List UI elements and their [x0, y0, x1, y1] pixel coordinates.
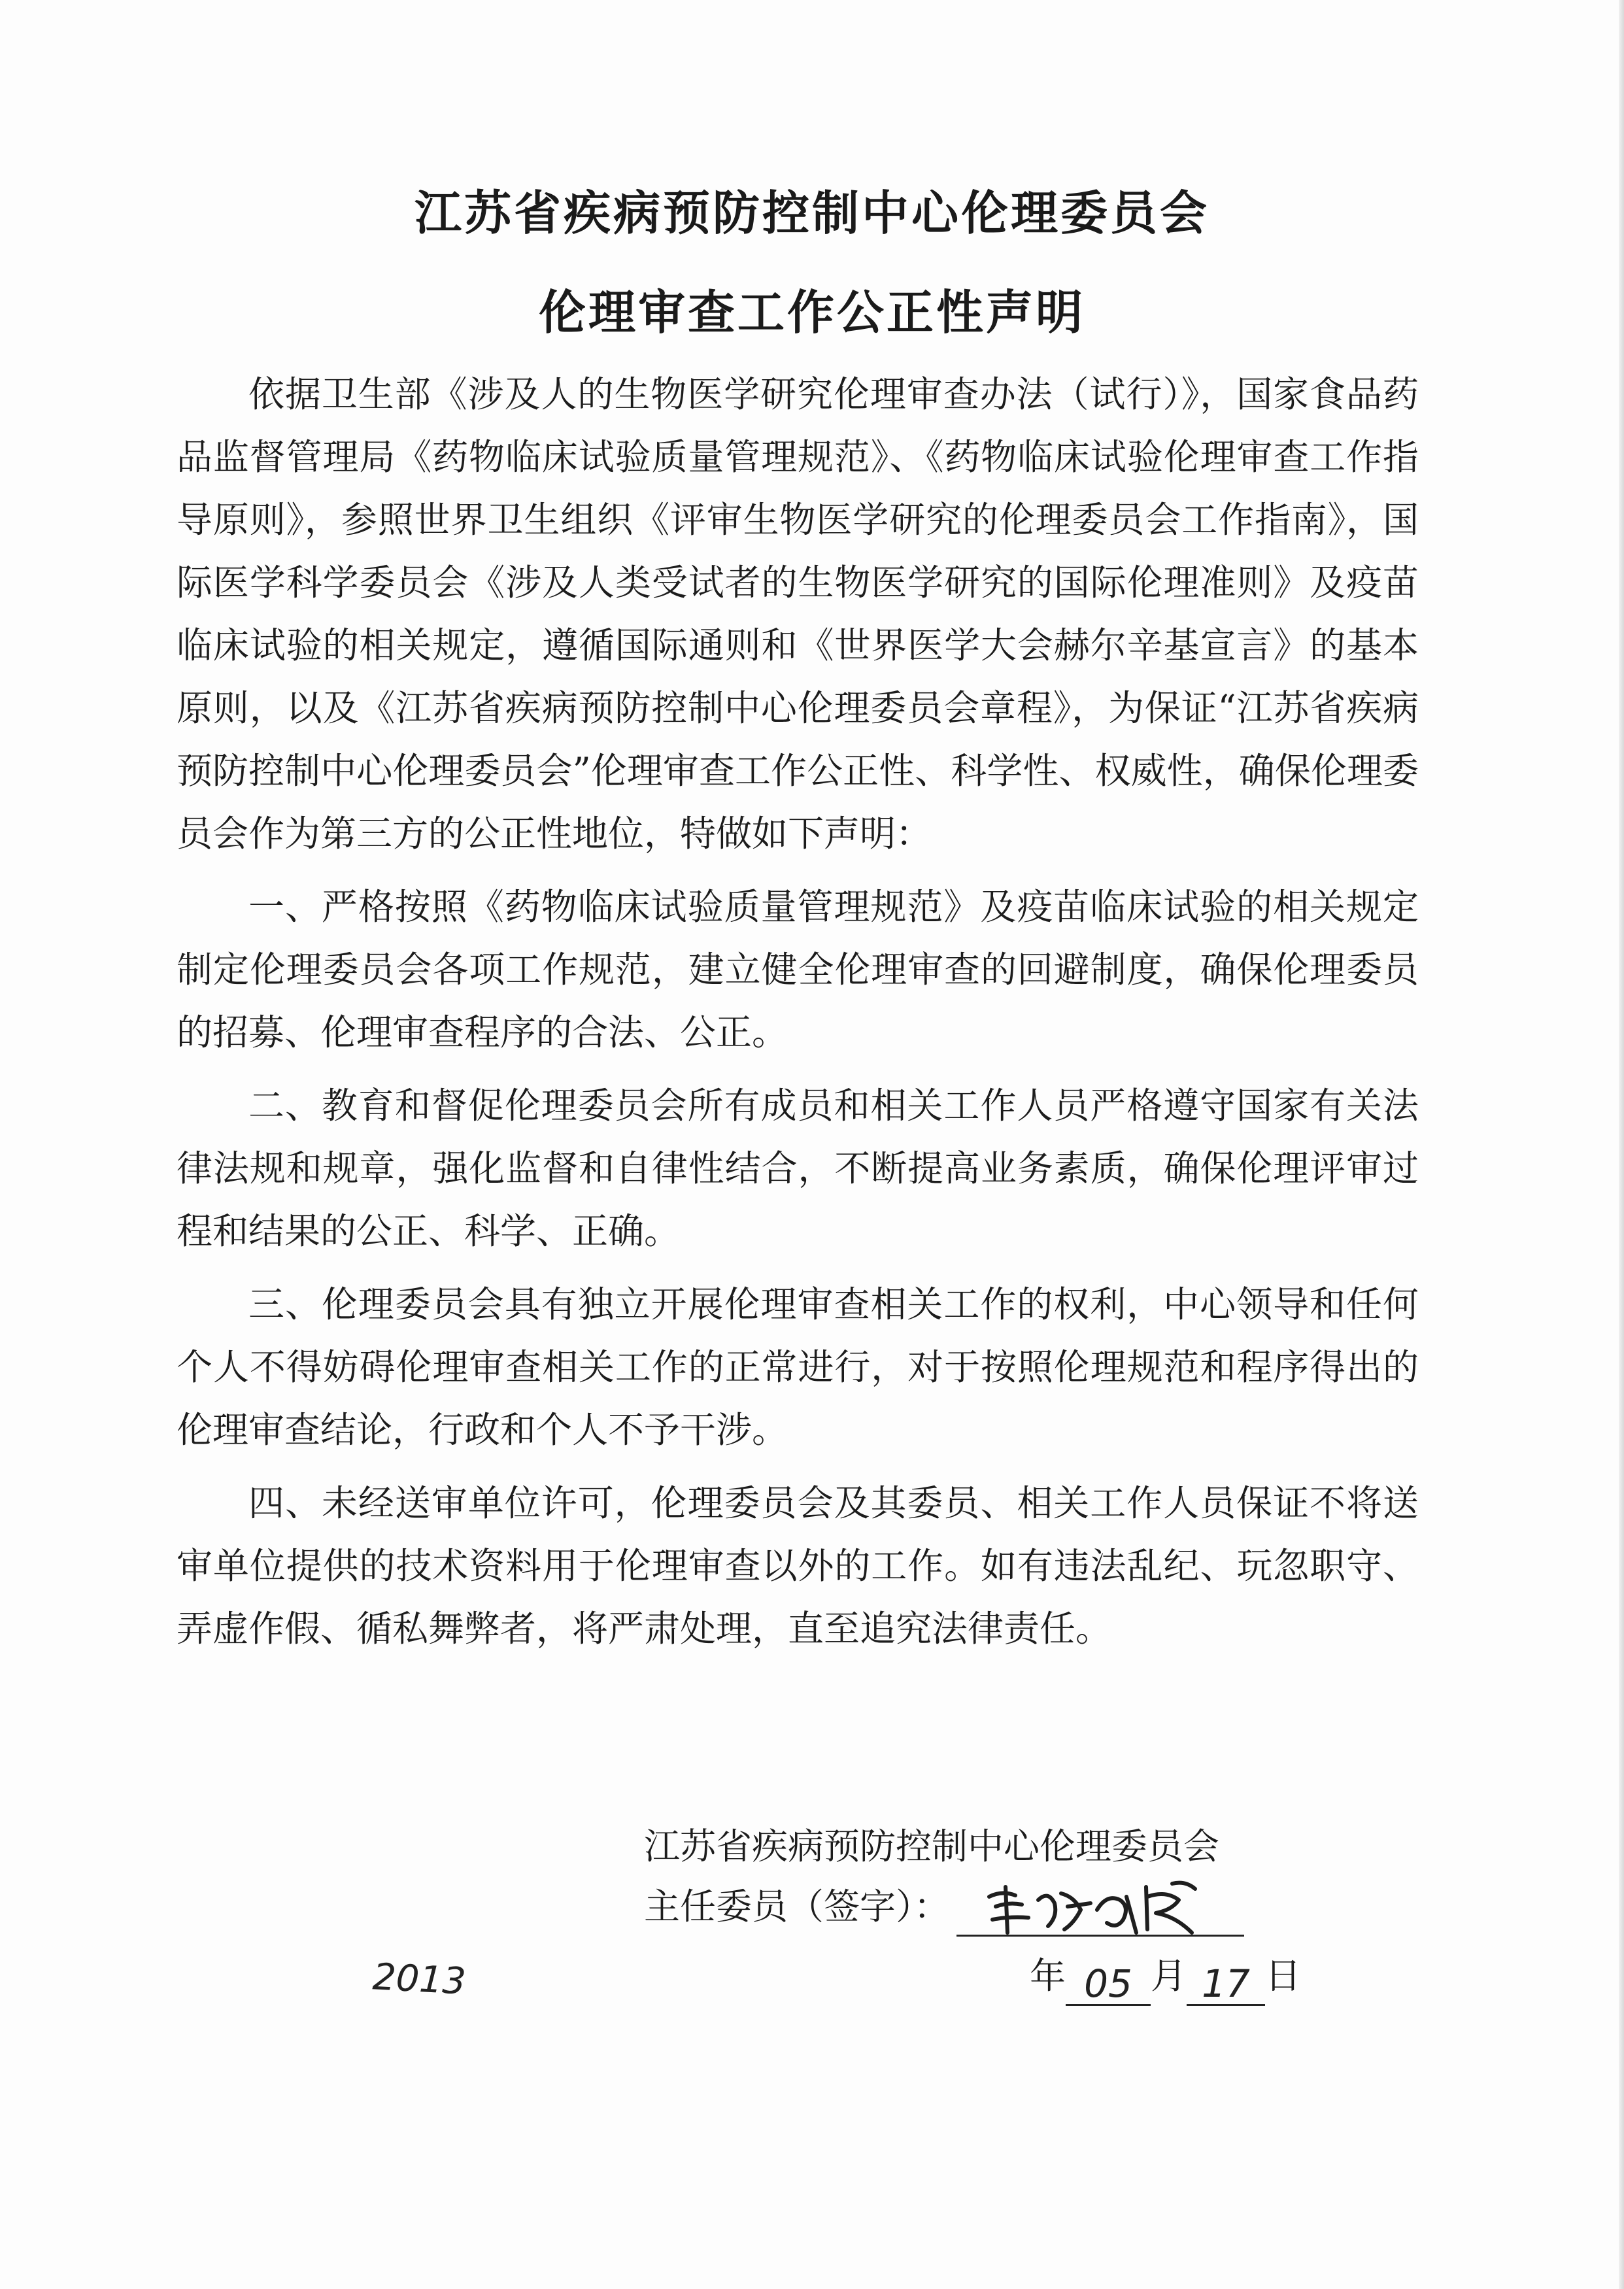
year-unit: 年	[1030, 1955, 1066, 1997]
date-row	[371, 1946, 1302, 2006]
clause-4: 四、未经送审单位许可，伦理委员会及其委员、相关工作人员保证不将送审单位提供的技术资料用于伦理审查以外的工作。如有违法乱纪、玩忽职守、弄虚作假、循私舞弊者，将严肃处理，直至追究法律责任。	[177, 1482, 1419, 1650]
clause-3: 三、伦理委员会具有独立开展伦理审查相关工作的权利，中心领导和任何个人不得妨碍伦理审查相关工作的正常进行，对于按照伦理规范和程序得出的伦理审查结论，行政和个人不予干涉。	[177, 1283, 1419, 1451]
handwritten-day: 17	[1202, 1961, 1250, 2006]
scan-edge	[1619, 0, 1624, 2289]
month-unit: 月	[1151, 1955, 1187, 1997]
clause-2: 二、教育和督促伦理委员会所有成员和相关工作人员严格遵守国家有关法律法规和规章，强化监督和自律性结合，不断提高业务素质，确保伦理评审过程和结果的公正、科学、正确。	[177, 1085, 1419, 1252]
signer-row	[644, 1876, 1298, 1937]
document-subtitle: 伦理审查工作公正性声明	[538, 285, 1085, 340]
signature-line	[956, 1895, 1244, 1937]
signer-label: 主任委员（签字）：	[644, 1886, 950, 1927]
document-title: 江苏省疾病预防控制中心伦理委员会	[414, 186, 1210, 241]
handwritten-signature	[976, 1871, 1225, 1942]
month-slot	[1066, 1963, 1151, 2006]
handwritten-year: 2013	[371, 1956, 467, 2003]
intro-paragraph: 依据卫生部《涉及人的生物医学研究伦理审查办法（试行）》，国家食品药品监督管理局《药物临床试验质量管理规范》、《药物临床试验伦理审查工作指导原则》，参照世界卫生组织《评审生物医学研究的伦理委员会工作指南》，国际医学科学委员会《涉及人类受试者的生物医学研究的国际伦理准则》及疫苗临床试验的相关规定，遵循国际通则和《世界医学大会赫尔辛基宣言》的基本原则，以及《江苏省疾病预防控制中心伦理委员会章程》，为保证“江苏省疾病预防控制中心伦理委员会”伦理审查工作公正性、科学性、权威性，确保伦理委员会作为第三方的公正性地位，特做如下声明：	[177, 373, 1419, 855]
signature-block	[371, 1816, 1302, 2006]
statement-body	[177, 363, 1419, 1670]
day-unit: 日	[1265, 1955, 1302, 1997]
handwritten-month: 05	[1084, 1961, 1132, 2006]
clause-1: 一、严格按照《药物临床试验质量管理规范》及疫苗临床试验的相关规定制定伦理委员会各项工作规范，建立健全伦理审查的回避制度，确保伦理委员的招募、伦理审查程序的合法、公正。	[177, 886, 1419, 1053]
day-slot	[1187, 1963, 1265, 2006]
signing-organization: 江苏省疾病预防控制中心伦理委员会	[644, 1825, 1220, 1867]
